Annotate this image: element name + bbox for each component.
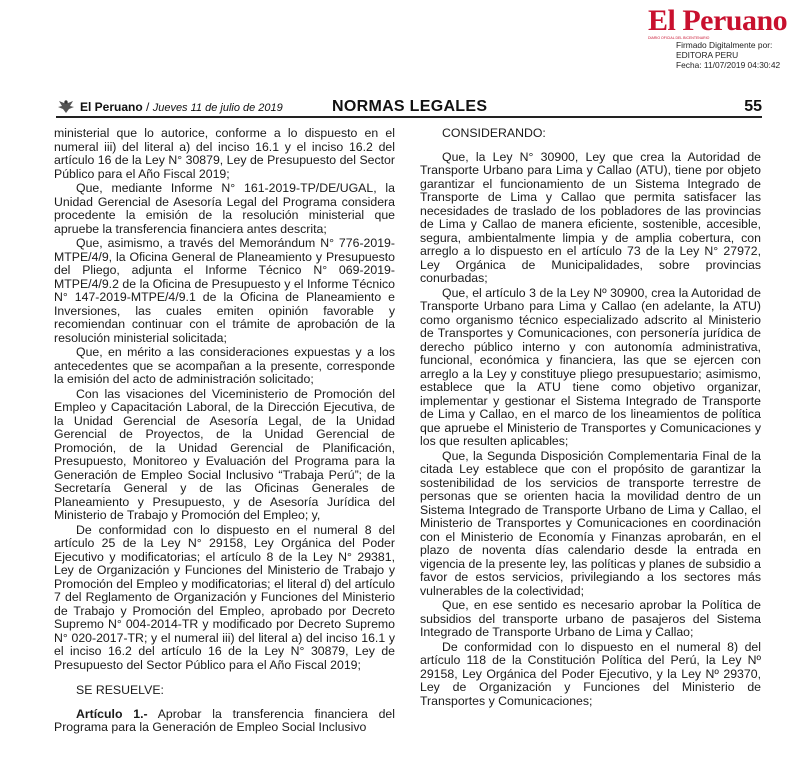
brand-name: El Peruano	[648, 4, 788, 37]
brand-tagline: DIARIO OFICIAL DEL BICENTENARIO	[648, 36, 710, 40]
article-text: Aprobar la transferencia financiera del Programa para la Generación de Empleo Social Inclusivo	[54, 706, 395, 734]
paragraph: Que, en mérito a las consideraciones expuestas y a los antecedentes que se acompañan a la presente, corresponde la emisión del acto de administración solicitado;	[54, 345, 395, 386]
page-header	[56, 96, 762, 120]
right-column	[420, 127, 761, 709]
paragraph: Que, el artículo 3 de la Ley Nº 30900, crea la Autoridad de Transporte Urbano para Lima y Callao (en adelante, la ATU) como organismo técnico especializado adscrito al Ministerio de Transportes y Comunicaciones, con personería jurídica de derecho público interno y con autonomía administrativa, funcional, económica y financiera, las que se ejercen con arreglo a la Ley y constituye pliego presupuestario; asimismo, establece que la ATU tiene como objetivo organizar, implementar y gestionar el Sistema Integrado de Transporte de Lima y Callao, en el marco de los lineamientos de política que apruebe el Ministerio de Transportes y Comunicaciones y los que resulten aplicables;	[420, 285, 761, 448]
article-label: Artículo 1.-	[76, 706, 148, 721]
article-paragraph	[54, 708, 395, 735]
section-heading: SE RESUELVE:	[76, 683, 164, 697]
header-separator: /	[142, 100, 153, 114]
paragraph: Que, mediante Informe N° 161-2019-TP/DE/UGAL, la Unidad Gerencial de Asesoría Legal del Programa considera procedente la emisión de la resolución ministerial que apruebe la transferencia financiera antes descrita;	[54, 181, 395, 236]
page-number: 55	[744, 98, 762, 115]
paragraph: Que, en ese sentido es necesario aprobar la Política de subsidios del transporte urbano de pasajeros del Sistema Integrado de Transporte Urbano de Lima y Callao;	[420, 598, 761, 639]
signature-line-3: Fecha: 11/07/2019 04:30:42	[676, 60, 781, 70]
paragraph: De conformidad con lo dispuesto en el numeral 8 del artículo 25 de la Ley N° 29158, Ley Orgánica del Poder Ejecutivo y modificatorias; el artículo 8 de la Ley N° 29381, Ley de Organización y Funciones del Ministerio de Trabajo y Promoción del Empleo y modificatorias; el literal d) del artículo 7 del Reglamento de Organización y Funciones del Ministerio de Trabajo y Promoción del Empleo, aprobado por Decreto Supremo N° 004-2014-TR y modificado por Decreto Supremo N° 020-2017-TR; y el numeral iii) del literal a) del inciso 16.1 y el inciso 16.2 del artículo 16 de la Ley N° 30879, Ley de Presupuesto del Sector Público para el Año Fiscal 2019;	[54, 522, 395, 672]
header-publication-date	[80, 100, 283, 114]
section-heading: CONSIDERANDO:	[442, 126, 546, 140]
paragraph: De conformidad con lo dispuesto en el numeral 8) del artículo 118 de la Constitución Política del Perú, la Ley Nº 29158, Ley Orgánica del Poder Ejecutivo, y la Ley Nº 29370, Ley de Organización y Funciones del Ministerio de Transportes y Comunicaciones;	[420, 639, 761, 708]
section-title: NORMAS LEGALES	[332, 98, 488, 115]
header-divider	[56, 116, 762, 118]
masthead-logo	[648, 6, 800, 40]
left-column	[54, 127, 395, 736]
header-date: Jueves 11 de julio de 2019	[152, 102, 283, 114]
paragraph: Con las visaciones del Viceministerio de Promoción del Empleo y Capacitación Laboral, de la Dirección Ejecutiva, de la Unidad Gerencial de Asesoría Legal, de la Unidad Gerencial de Proyectos, de la Unidad Gerencial de Promoción, de la Unidad Gerencial de Planificación, Presupuesto, Monitoreo y Evaluación del Programa para la Generación de Empleo Social Inclusivo “Trabaja Perú”; de la Secretaría General y de las Oficinas Generales de Planeamiento y Presupuesto, y de Asesoría Jurídica del Ministerio de Trabajo y Promoción del Empleo; y,	[54, 386, 395, 522]
paragraph: Que, asimismo, a través del Memorándum N° 776-2019-MTPE/4/9, la Oficina General de Planeamiento y Presupuesto del Pliego, adjunta el Informe Técnico N° 069-2019-MTPE/4/9.2 de la Oficina de Presupuesto y el Informe Técnico N° 147-2019-MTPE/4/9.1 de la Oficina de Planeamiento e Inversiones, las cuales emiten opinión favorable y recomiendan continuar con el trámite de aprobación de la resolución ministerial solicitada;	[54, 236, 395, 345]
signature-line-1: Firmado Digitalmente por:	[676, 40, 773, 50]
header-publication: El Peruano	[80, 100, 143, 114]
paragraph: Que, la Ley N° 30900, Ley que crea la Autoridad de Transporte Urbano para Lima y Callao (ATU), tiene por objeto garantizar el funcionamiento de un Sistema Integrado de Transporte de Lima y Callao que permita satisfacer las necesidades de traslado de los pobladores de las provincias de Lima y Callao de manera eficiente, sostenible, accesible, segura, ambientalmente limpia y de amplia cobertura, con arreglo a lo dispuesto en el artículo 73 de la Ley N° 27972, Ley Orgánica de Municipalidades, sobre provincias conurbadas;	[420, 149, 761, 285]
paragraph-continued: ministerial que lo autorice, conforme a lo dispuesto en el numeral iii) del literal a) del inciso 16.1 y el inciso 16.2 del artículo 16 de la Ley N° 30879, Ley de Presupuesto del Sector Público para el Año Fiscal 2019;	[54, 126, 395, 181]
digital-signature	[676, 40, 780, 70]
coat-of-arms-icon	[56, 98, 76, 114]
paragraph: Que, la Segunda Disposición Complementaria Final de la citada Ley establece que con el propósito de garantizar la sostenibilidad de los servicios de transporte terrestre de personas que se orienten hacia la movilidad dentro de un Sistema Integrado de Transporte Urbano de Lima y Callao, el Ministerio de Transportes y Comunicaciones en coordinación con el Ministerio de Economía y Finanzas aprobarán, en el plazo de noventa días calendario desde la entrada en vigencia de la presente ley, las políticas y planes de subsidio a favor de estos servicios, privilegiando a los sectores más vulnerables de la colectividad;	[420, 448, 761, 598]
signature-line-2: EDITORA PERU	[676, 50, 739, 60]
